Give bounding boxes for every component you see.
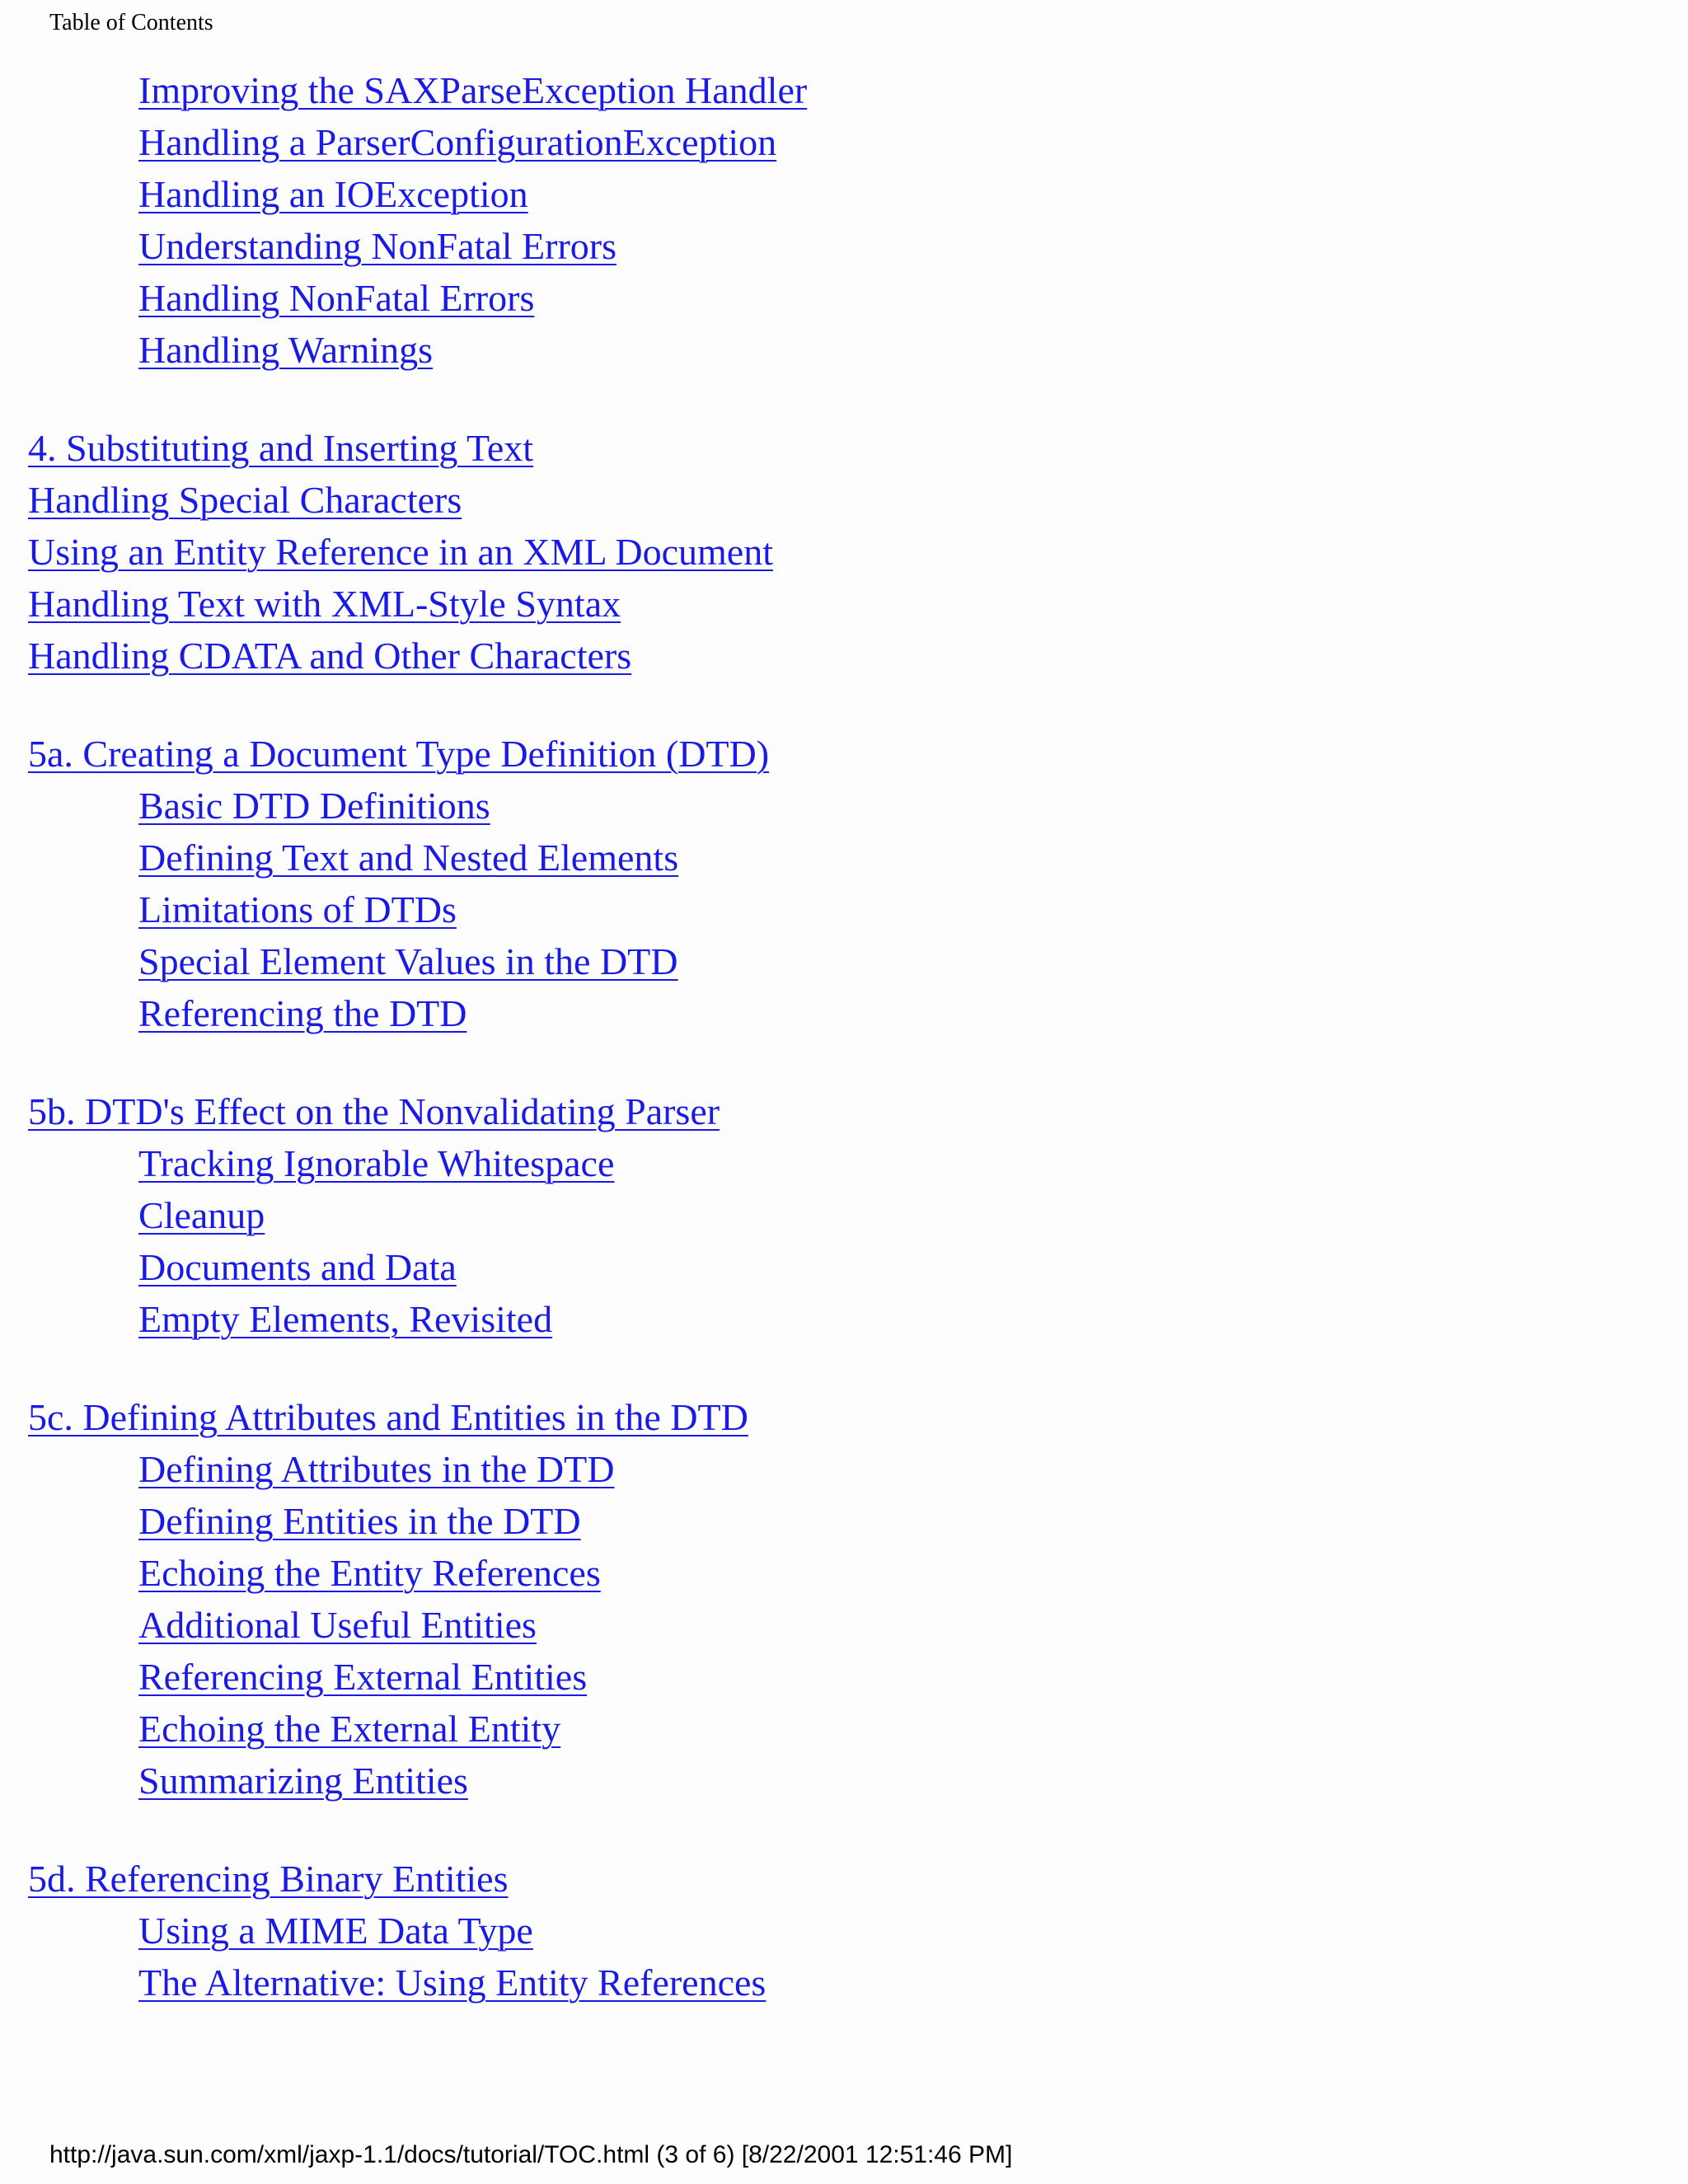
toc-link-empty-elements-revisited[interactable]: Empty Elements, Revisited [138,1298,553,1340]
toc-link-section-5b-dtd-effect[interactable]: 5b. DTD's Effect on the Nonvalidating Parser [28,1090,720,1132]
toc-link-referencing-external-entities[interactable]: Referencing External Entities [138,1656,588,1698]
toc-link-alternative-entity-references[interactable]: The Alternative: Using Entity References [138,1961,767,2004]
toc-link-section-5a-creating-dtd[interactable]: 5a. Creating a Document Type Definition (DTD) [28,733,770,775]
toc-link-tracking-ignorable-whitespace[interactable]: Tracking Ignorable Whitespace [138,1142,615,1184]
toc-link-section-4-substituting-inserting-text[interactable]: 4. Substituting and Inserting Text [28,427,534,469]
toc-link-handling-warnings[interactable]: Handling Warnings [138,329,434,371]
toc-link-echoing-entity-references[interactable]: Echoing the Entity References [138,1552,601,1594]
toc-link-using-entity-reference[interactable]: Using an Entity Reference in an XML Document [28,531,773,573]
toc-link-using-mime-data-type[interactable]: Using a MIME Data Type [138,1910,533,1952]
toc-link-special-element-values[interactable]: Special Element Values in the DTD [138,940,678,982]
toc-link-improving-saxparseexception-handler[interactable]: Improving the SAXParseException Handler [138,69,808,111]
toc-link-echoing-external-entity[interactable]: Echoing the External Entity [138,1708,561,1750]
toc-link-handling-ioexception[interactable]: Handling an IOException [138,173,528,215]
toc-link-limitations-of-dtds[interactable]: Limitations of DTDs [138,888,457,930]
toc-link-section-5d-binary-entities[interactable]: 5d. Referencing Binary Entities [28,1858,509,1900]
toc-link-understanding-nonfatal-errors[interactable]: Understanding NonFatal Errors [138,225,617,267]
toc-link-cleanup[interactable]: Cleanup [138,1194,265,1236]
toc-link-referencing-the-dtd[interactable]: Referencing the DTD [138,992,467,1034]
toc-link-summarizing-entities[interactable]: Summarizing Entities [138,1760,468,1802]
toc-link-handling-special-characters[interactable]: Handling Special Characters [28,479,462,521]
toc-link-defining-entities[interactable]: Defining Entities in the DTD [138,1500,581,1542]
toc-link-basic-dtd-definitions[interactable]: Basic DTD Definitions [138,785,490,827]
toc-link-additional-useful-entities[interactable]: Additional Useful Entities [138,1604,537,1646]
toc-link-defining-text-nested-elements[interactable]: Defining Text and Nested Elements [138,837,679,879]
toc-link-handling-nonfatal-errors[interactable]: Handling NonFatal Errors [138,277,535,319]
page-header-title: Table of Contents [49,10,213,35]
toc-link-handling-text-xml-style-syntax[interactable]: Handling Text with XML-Style Syntax [28,583,621,625]
toc-link-section-5c-attributes-entities[interactable]: 5c. Defining Attributes and Entities in the DTD [28,1396,748,1438]
toc-link-documents-and-data[interactable]: Documents and Data [138,1246,457,1288]
toc-link-handling-parserconfigurationexception[interactable]: Handling a ParserConfigurationException [138,121,777,163]
page-footer-url: http://java.sun.com/xml/jaxp-1.1/docs/tutorial/TOC.html (3 of 6) [8/22/2001 12:51:46 PM] [49,2141,1013,2168]
toc-link-handling-cdata[interactable]: Handling CDATA and Other Characters [28,635,632,677]
toc-link-defining-attributes[interactable]: Defining Attributes in the DTD [138,1448,615,1490]
